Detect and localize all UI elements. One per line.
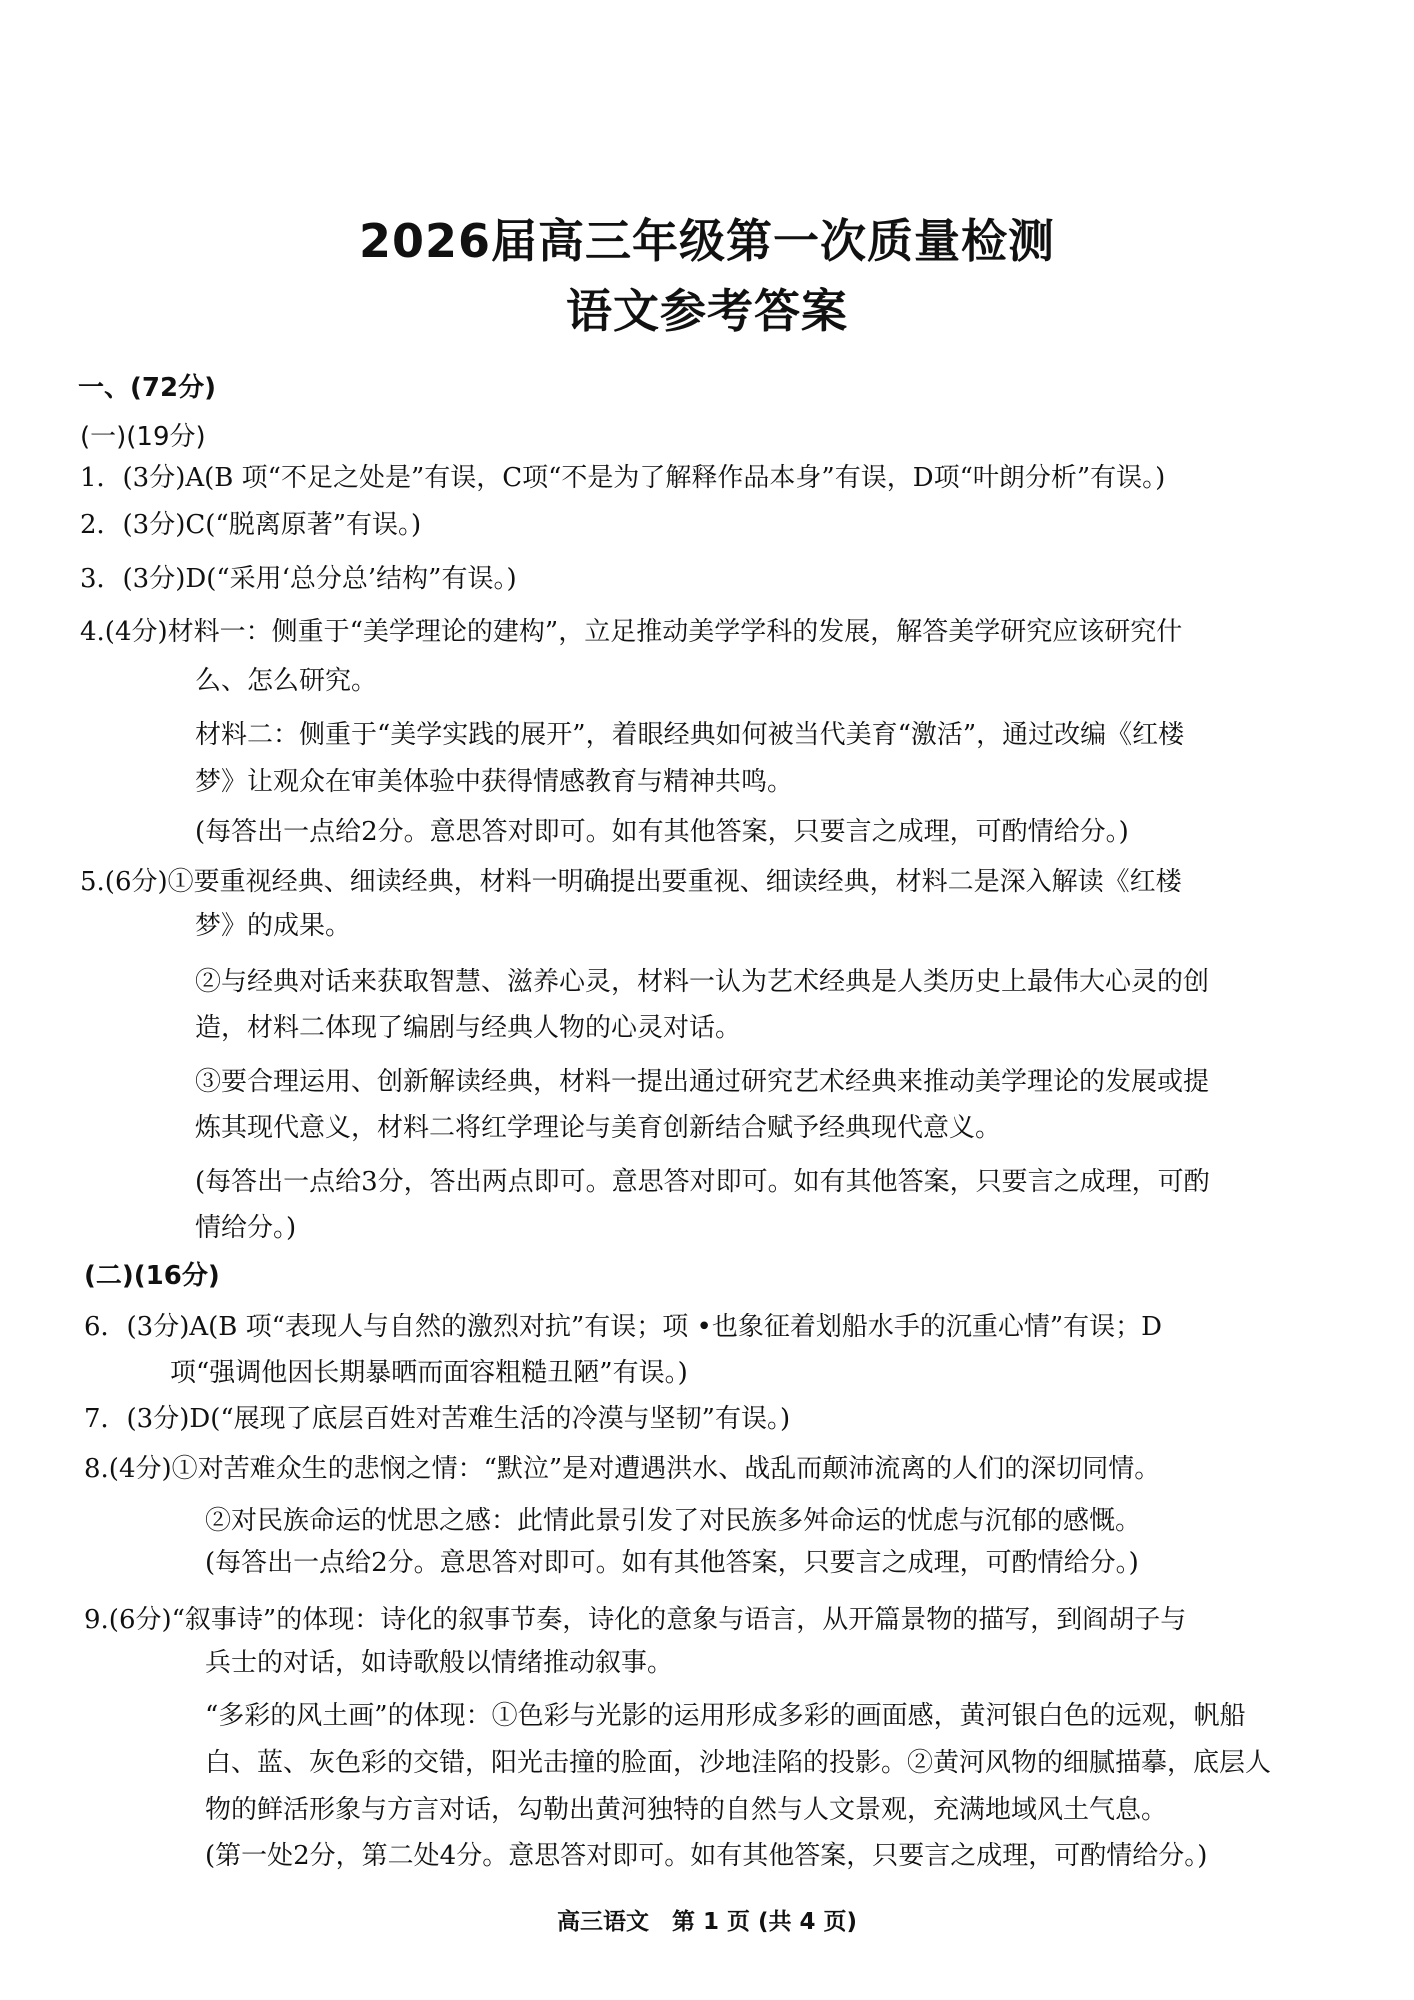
answer-q9-line2: 兵士的对话，如诗歌般以情绪推动叙事。 [205,1648,674,1678]
answer-q8-line1: 8.(4分)①对苦难众生的悲悯之情：“默泣”是对遭遇洪水、战乱而颠沛流离的人们的深切同情。 [84,1454,1161,1484]
answer-q5-line6: 炼其现代意义，材料二将红学理论与美育创新结合赋予经典现代意义。 [195,1113,1002,1143]
answer-q3: 3．(3分)D(“采用‘总分总’结构”有误。) [80,564,517,594]
answer-q7: 7．(3分)D(“展现了底层百姓对苦难生活的冷漠与坚韧”有误。) [84,1404,791,1434]
answer-q4-line2: 么、怎么研究。 [195,666,378,696]
answer-q5-line3: ②与经典对话来获取智慧、滋养心灵，材料一认为艺术经典是人类历史上最伟大心灵的创 [195,967,1210,997]
answer-q9-line3: “多彩的风土画”的体现：①色彩与光影的运用形成多彩的画面感，黄河银白色的远观，帆船 [205,1701,1246,1731]
exam-title: 2026届高三年级第一次质量检测 [358,214,1056,268]
answer-q6-line2: 项“强调他因长期暴晒而面容粗糙丑陋”有误。) [170,1358,688,1388]
answer-q9-line6: (第一处2分，第二处4分。意思答对即可。如有其他答案，只要言之成理，可酌情给分。) [205,1841,1208,1871]
exam-subtitle: 语文参考答案 [566,284,848,338]
answer-q4-line3: 材料二：侧重于“美学实践的展开”，着眼经典如何被当代美育“激活”，通过改编《红楼 [195,720,1185,750]
answer-q9-line4: 白、蓝、灰色彩的交错，阳光击撞的脸面，沙地洼陷的投影。②黄河风物的细腻描摹，底层人 [205,1748,1272,1778]
page-footer: 高三语文 第 1 页 (共 4 页) [556,1909,858,1935]
answer-q2: 2．(3分)C(“脱离原著”有误。) [80,510,422,540]
answer-q9-line5: 物的鲜活形象与方言对话，勾勒出黄河独特的自然与人文景观，充满地域风土气息。 [205,1795,1168,1825]
answer-q1: 1．(3分)A(B 项“不足之处是”有误，C项“不是为了解释作品本身”有误，D项“叶朗分析”有误。) [80,463,1166,493]
answer-q4-line5: (每答出一点给2分。意思答对即可。如有其他答案，只要言之成理，可酌情给分。) [195,817,1129,847]
answer-q5-line2: 梦》的成果。 [195,911,352,941]
answer-q4-line1: 4.(4分)材料一：侧重于“美学理论的建构”，立足推动美学学科的发展，解答美学研究应该研究什 [80,617,1183,647]
subsection-heading-1: (一)(19分) [80,422,206,452]
answer-q5-line7: (每答出一点给3分，答出两点即可。意思答对即可。如有其他答案，只要言之成理，可酌 [195,1167,1210,1197]
answer-q5-line1: 5.(6分)①要重视经典、细读经典，材料一明确提出要重视、细读经典，材料二是深入解读《红楼 [80,867,1182,897]
answer-q5-line8: 情给分。) [195,1213,297,1243]
answer-q4-line4: 梦》让观众在审美体验中获得情感教育与精神共鸣。 [195,767,794,797]
answer-q9-line1: 9.(6分)“叙事诗”的体现：诗化的叙事节奏，诗化的意象与语言，从开篇景物的描写，到阎胡子与 [84,1605,1187,1635]
answer-q6-line1: 6．(3分)A(B 项“表现人与自然的激烈对抗”有误；项 •也象征着划船水手的沉重心情”有误；D [84,1312,1162,1342]
answer-q8-line2: ②对民族命运的忧思之感：此情此景引发了对民族多舛命运的忧虑与沉郁的感慨。 [205,1506,1142,1536]
answer-q5-line5: ③要合理运用、创新解读经典，材料一提出通过研究艺术经典来推动美学理论的发展或提 [195,1067,1210,1097]
section-heading-part1: 一、(72分) [78,373,216,403]
answer-q5-line4: 造，材料二体现了编剧与经典人物的心灵对话。 [195,1013,742,1043]
subsection-heading-2: (二)(16分) [84,1261,220,1291]
answer-q8-line3: (每答出一点给2分。意思答对即可。如有其他答案，只要言之成理，可酌情给分。) [205,1548,1139,1578]
